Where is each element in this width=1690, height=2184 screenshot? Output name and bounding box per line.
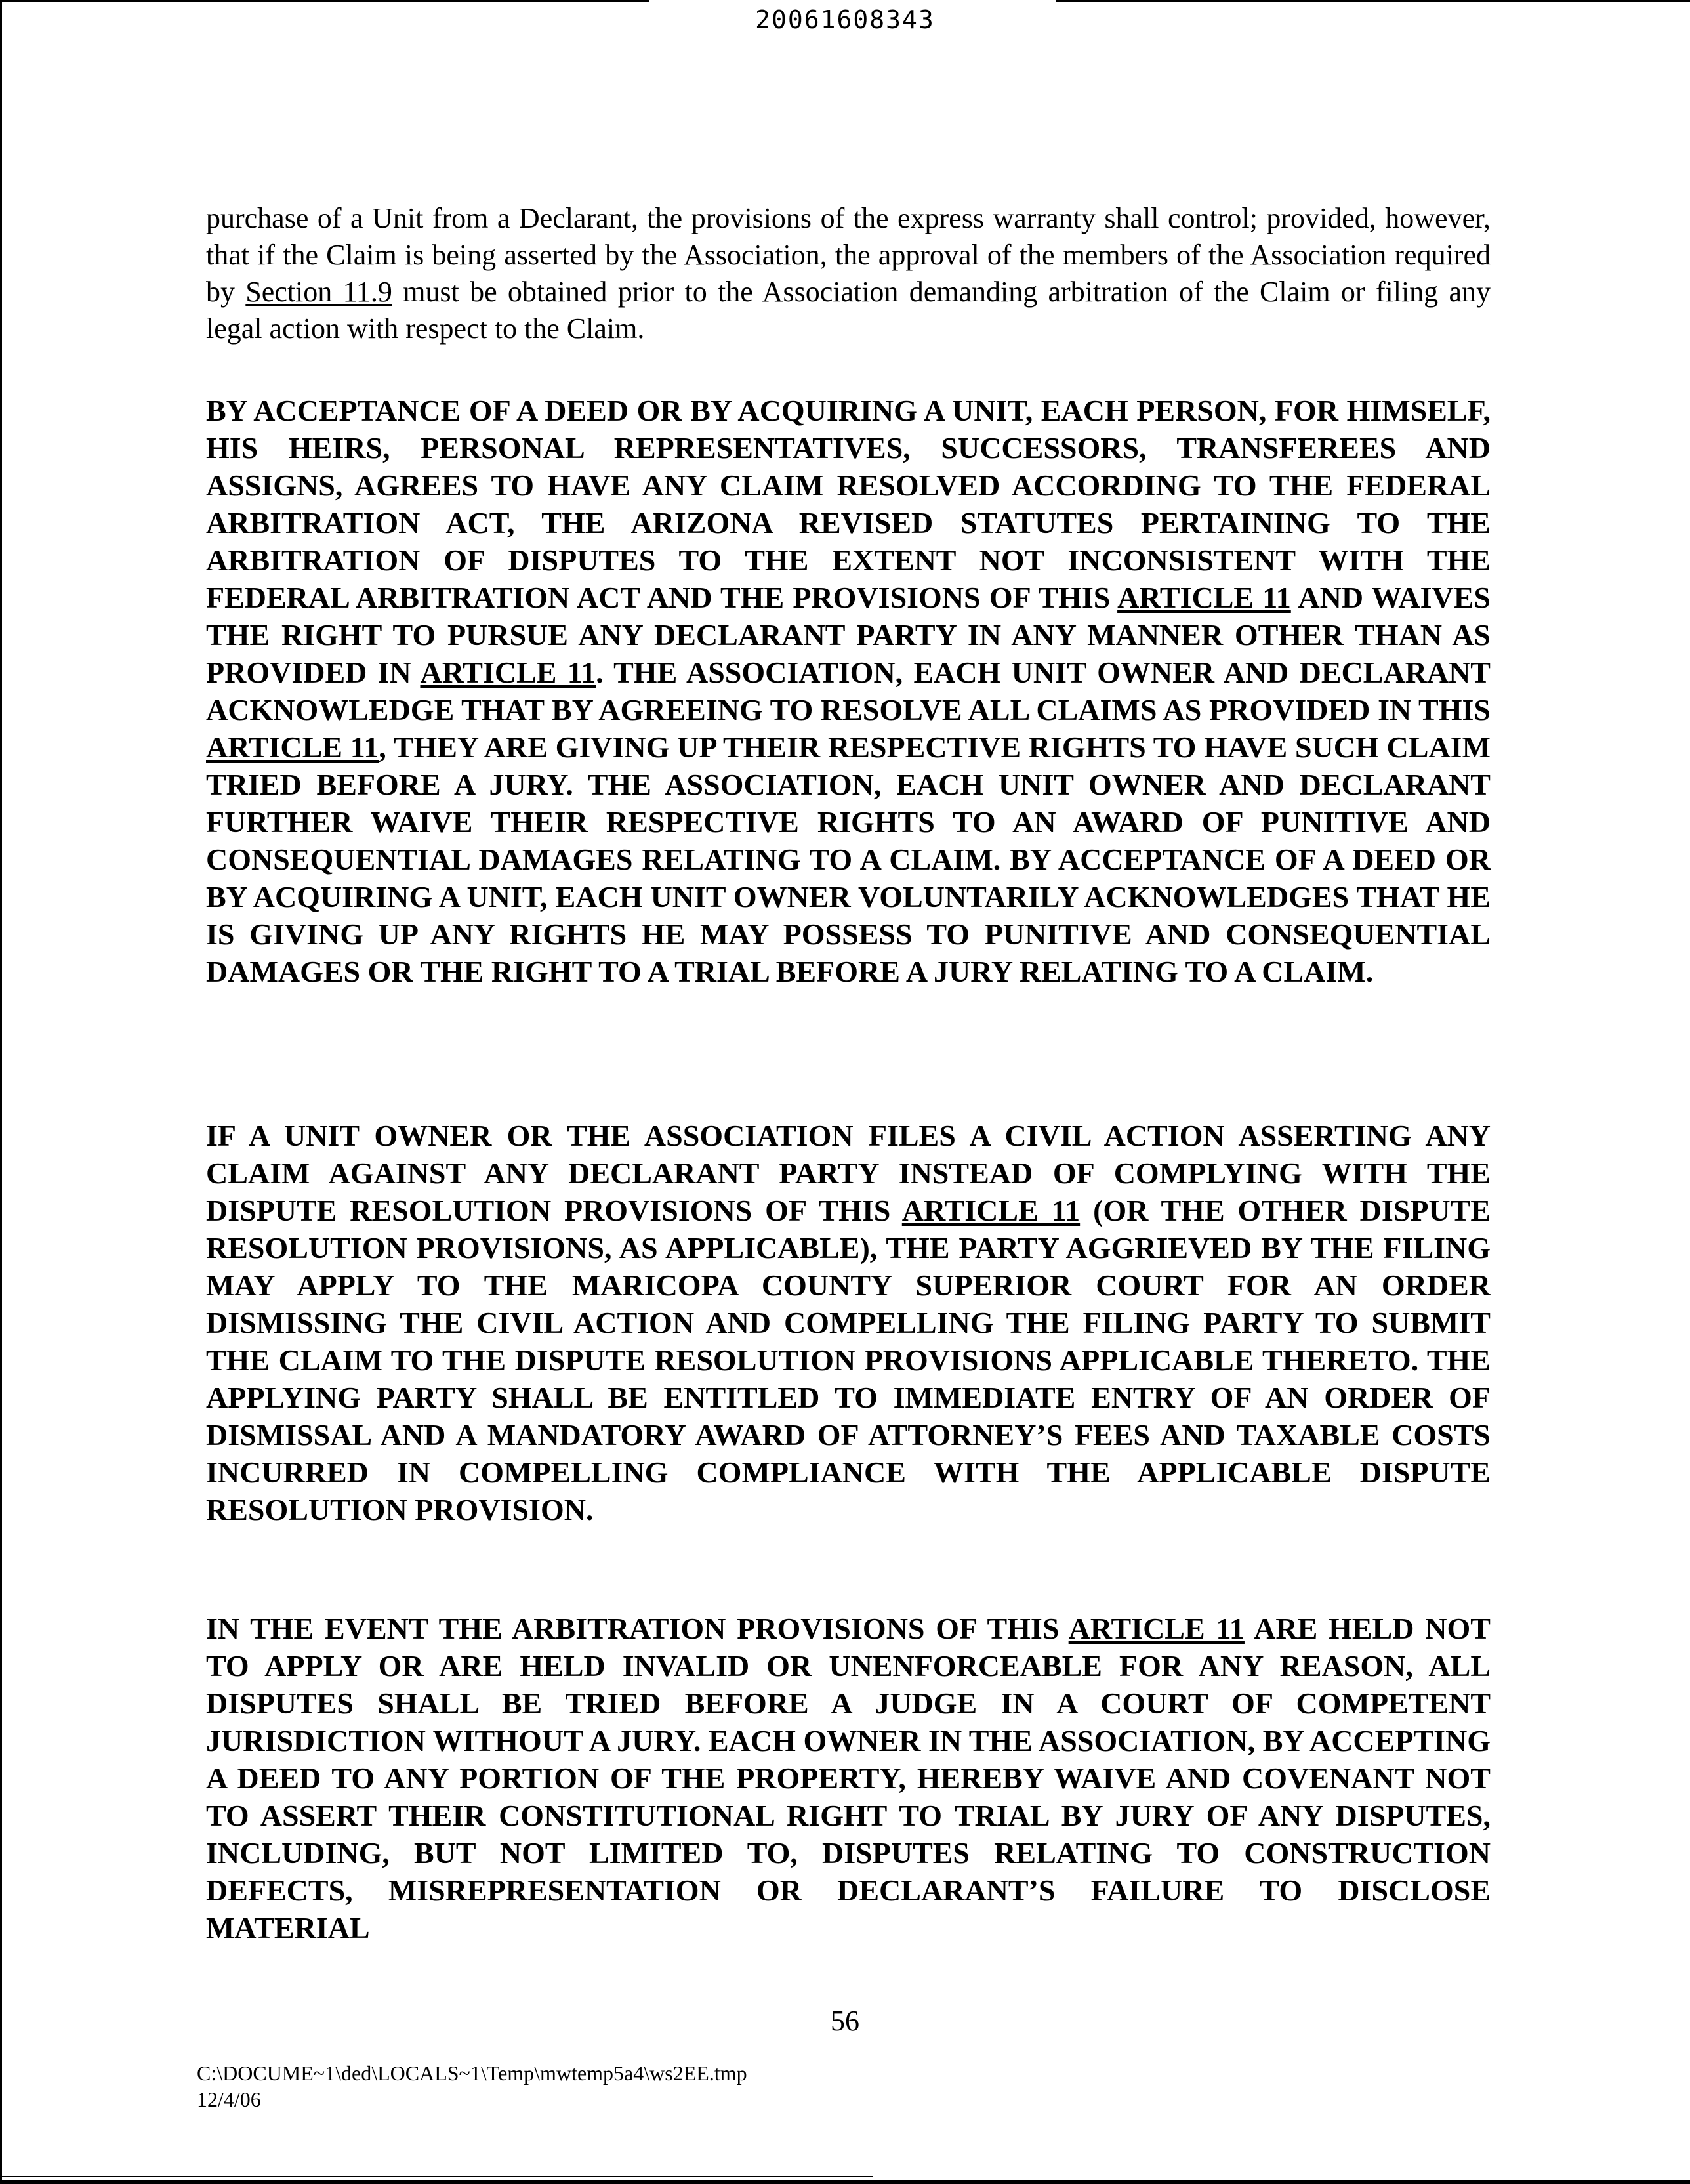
- article-reference: ARTICLE 11: [420, 656, 596, 689]
- recording-number: 20061608343: [755, 5, 935, 34]
- scan-border-bottom: [0, 2180, 1690, 2184]
- paragraph-express-warranty: [206, 200, 1491, 347]
- article-reference: ARTICLE 11: [1117, 581, 1291, 614]
- paragraph-jury-waiver: [206, 1610, 1491, 1946]
- paragraph-text: IF A UNIT OWNER OR THE ASSOCIATION FILES A CIVIL ACTION ASSERTING ANY CLAIM AGAINST ANY DECLARANT PARTY INSTEAD OF COMPLYING WITH THE DISPUTE RESOLUTION PROVISIONS OF THIS: [206, 1119, 1491, 1227]
- page-number: 56: [831, 2005, 859, 2037]
- scan-border-bottom-thin: [0, 2176, 873, 2177]
- paragraph-text: IN THE EVENT THE ARBITRATION PROVISIONS OF THIS: [206, 1612, 1069, 1645]
- paragraph-arbitration-waiver: [206, 392, 1491, 990]
- paragraph-text: . THE ASSOCIATION, EACH UNIT OWNER AND DECLARANT ACKNOWLEDGE THAT BY AGREEING TO RESOLVE ALL CLAIMS AS PROVIDED IN THIS: [206, 656, 1491, 726]
- article-reference: ARTICLE 11: [901, 1194, 1081, 1227]
- paragraph-text: ARE HELD NOT TO APPLY OR ARE HELD INVALID OR UNENFORCEABLE FOR ANY REASON, ALL DISPUTES SHALL BE TRIED BEFORE A JUDGE IN A COURT OF COMPETENT JURISDICTION WITHOUT A JURY. EACH OWNER IN THE ASSOCIATION, BY ACCEPTING A DEED TO ANY PORTION OF THE PROPERTY, HEREBY WAIVE AND COVENANT NOT TO ASSERT THEIR CONSTITUTIONAL RIGHT TO TRIAL BY JURY OF ANY DISPUTES, INCLUDING, BUT NOT LIMITED TO, DISPUTES RELATING TO CONSTRUCTION DEFECTS, MISREPRESENTATION OR DECLARANT’S FAILURE TO DISCLOSE MATERIAL: [206, 1612, 1491, 1944]
- section-reference: Section 11.9: [245, 276, 392, 308]
- footer-file-path: C:\DOCUME~1\ded\LOCALS~1\Temp\mwtemp5a4\ws2EE.tmp: [197, 2061, 747, 2085]
- footer-date: 12/4/06: [197, 2088, 261, 2111]
- paragraph-text: AND WAIVES THE RIGHT TO PURSUE ANY DECLARANT PARTY IN ANY MANNER OTHER THAN AS PROVIDED IN: [206, 581, 1491, 689]
- paragraph-text: must be obtained prior to the Association demanding arbitration of the Claim or filing any legal action with respect to the Claim.: [206, 276, 1491, 345]
- paragraph-text: , THEY ARE GIVING UP THEIR RESPECTIVE RIGHTS TO HAVE SUCH CLAIM TRIED BEFORE A JURY. THE ASSOCIATION, EACH UNIT OWNER AND DECLARANT FURTHER WAIVE THEIR RESPECTIVE RIGHTS TO AN AWARD OF PUNITIVE AND CONSEQUENTIAL DAMAGES RELATING TO A CLAIM. BY ACCEPTANCE OF A DEED OR BY ACQUIRING A UNIT, EACH UNIT OWNER VOLUNTARILY ACKNOWLEDGES THAT HE IS GIVING UP ANY RIGHTS HE MAY POSSESS TO PUNITIVE AND CONSEQUENTIAL DAMAGES OR THE RIGHT TO A TRIAL BEFORE A JURY RELATING TO A CLAIM.: [206, 730, 1491, 988]
- paragraph-text: purchase of a Unit from a Declarant, the provisions of the express warranty shall control; provided, however, that if the Claim is being asserted by the Association, the approval of the members of the Association required by: [206, 202, 1491, 308]
- paragraph-text: BY ACCEPTANCE OF A DEED OR BY ACQUIRING A UNIT, EACH PERSON, FOR HIMSELF, HIS HEIRS, PERSONAL REPRESENTATIVES, SUCCESSORS, TRANSFEREES AND ASSIGNS, AGREES TO HAVE ANY CLAIM RESOLVED ACCORDING TO THE FEDERAL ARBITRATION ACT, THE ARIZONA REVISED STATUTES PERTAINING TO THE ARBITRATION OF DISPUTES TO THE EXTENT NOT INCONSISTENT WITH THE FEDERAL ARBITRATION ACT AND THE PROVISIONS OF THIS: [206, 394, 1491, 614]
- article-reference: ARTICLE 11: [1068, 1612, 1245, 1645]
- paragraph-text: (OR THE OTHER DISPUTE RESOLUTION PROVISIONS, AS APPLICABLE), THE PARTY AGGRIEVED BY THE FILING MAY APPLY TO THE MARICOPA COUNTY SUPERIOR COURT FOR AN ORDER DISMISSING THE CIVIL ACTION AND COMPELLING THE FILING PARTY TO SUBMIT THE CLAIM TO THE DISPUTE RESOLUTION PROVISIONS APPLICABLE THERETO. THE APPLYING PARTY SHALL BE ENTITLED TO IMMEDIATE ENTRY OF AN ORDER OF DISMISSAL AND A MANDATORY AWARD OF ATTORNEY’S FEES AND TAXABLE COSTS INCURRED IN COMPELLING COMPLIANCE WITH THE APPLICABLE DISPUTE RESOLUTION PROVISION.: [206, 1194, 1491, 1526]
- paragraph-civil-action: [206, 1117, 1491, 1528]
- article-reference: ARTICLE 11: [206, 730, 379, 764]
- scan-border-left: [0, 0, 2, 2184]
